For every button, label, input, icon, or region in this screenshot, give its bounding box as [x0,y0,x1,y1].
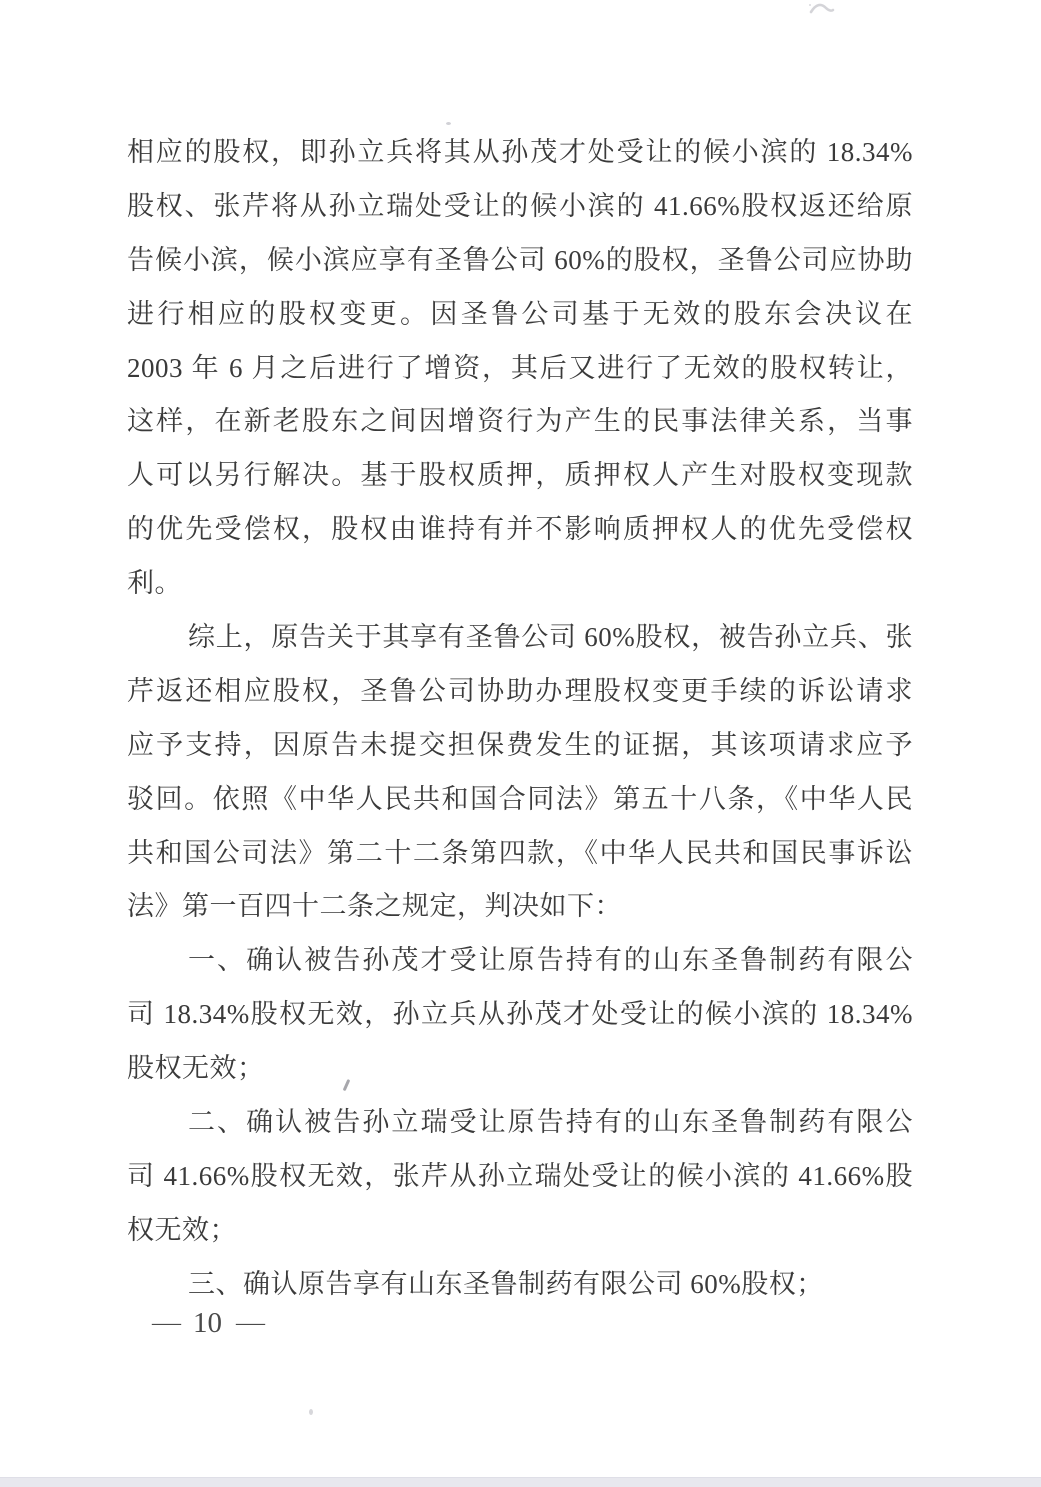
scan-speck [446,122,451,125]
scan-speck [309,1409,313,1415]
text-line: 一、确认被告孙茂才受让原告持有的山东圣鲁制药有限公 [188,945,913,976]
text-line: 的优先受偿权，股权由谁持有并不影响质押权人的优先受偿权 [127,514,913,545]
ink-squiggle-mark [808,1,836,17]
text-line: 进行相应的股权变更。因圣鲁公司基于无效的股东会决议在 [127,298,913,329]
text-line: 2003 年 6 月之后进行了增资，其后又进行了无效的股权转让， [127,352,913,383]
text-line: 驳回。依照《中华人民共和国合同法》第五十八条，《中华人民 [127,783,913,814]
text-line: 司 41.66%股权无效，张芹从孙立瑞处受让的候小滨的 41.66%股 [127,1160,913,1191]
text-line: 人可以另行解决。基于股权质押，质押权人产生对股权变现款 [127,460,913,491]
text-line: 三、确认原告享有山东圣鲁制药有限公司 60%股权； [188,1268,824,1299]
scan-bottom-edge [0,1477,1041,1487]
footer-dash-right: — [236,1310,263,1336]
text-line: 司 18.34%股权无效，孙立兵从孙茂才处受让的候小滨的 18.34% [127,999,913,1030]
footer-dash-left: — [152,1310,179,1336]
text-line: 相应的股权，即孙立兵将其从孙茂才处受让的候小滨的 18.34% [127,137,913,167]
text-line: 共和国公司法》第二十二条第四款，《中华人民共和国民事诉讼 [127,837,913,868]
text-line: 股权、张芹将从孙立瑞处受让的候小滨的 41.66%股权返还给原 [127,190,913,221]
judgment-body-text [127,126,913,1312]
text-line: 应予支持，因原告未提交担保费发生的证据，其该项请求应予 [127,729,913,760]
text-line: 告候小滨，候小滨应享有圣鲁公司 60%的股权，圣鲁公司应协助 [127,244,913,275]
page-number-footer [152,1305,263,1341]
text-line: 法》第一百四十二条之规定，判决如下： [127,891,622,922]
text-line: 二、确认被告孙立瑞受让原告持有的山东圣鲁制药有限公 [188,1107,913,1138]
text-line: 股权无效； [127,1053,265,1084]
text-line: 芹返还相应股权，圣鲁公司协助办理股权变更手续的诉讼请求 [127,675,913,706]
text-line: 这样，在新老股东之间因增资行为产生的民事法律关系，当事 [127,406,913,437]
text-line: 权无效； [127,1214,237,1245]
page-number: 10 [193,1307,222,1339]
text-line: 综上，原告关于其享有圣鲁公司 60%股权，被告孙立兵、张 [188,622,913,653]
text-line: 利。 [127,568,182,599]
